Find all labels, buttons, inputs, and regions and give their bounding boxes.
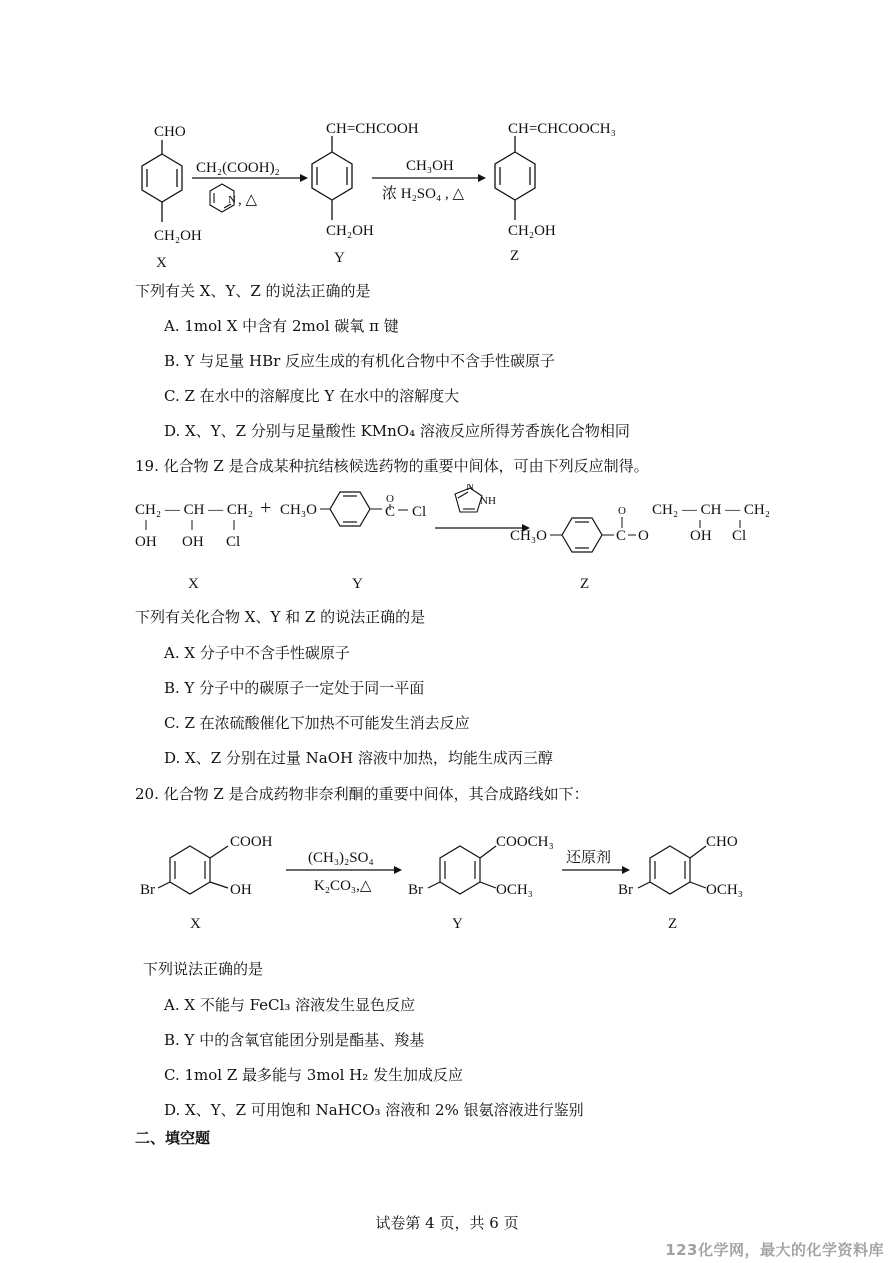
pyridine-n: N bbox=[228, 194, 236, 206]
x-ch2oh: CH₂OH bbox=[154, 228, 202, 244]
arrow1-reagent: CH₂(COOH)₂ bbox=[196, 160, 280, 176]
q19-x-oh1: OH bbox=[135, 534, 157, 550]
arrow2-condition: 浓 H₂SO₄ , △ bbox=[382, 186, 465, 202]
q19-z-c: C bbox=[616, 528, 627, 544]
q19-title: 19. 化合物 Z 是合成某种抗结核候选药物的重要中间体，可由下列反应制得。 bbox=[135, 457, 649, 475]
arrow1-condition: , △ bbox=[238, 192, 258, 208]
q18-option-a[interactable]: A. 1mol X 中含有 2mol 碳氧 π 键 bbox=[164, 317, 399, 335]
section-heading-fill-in: 二、填空题 bbox=[135, 1129, 211, 1147]
q20-z-cho: CHO bbox=[706, 834, 738, 850]
arrow2-head bbox=[478, 174, 486, 182]
q20-benzene-ring-y bbox=[428, 846, 496, 894]
q19-z-oh: OH bbox=[690, 528, 712, 544]
imidazole-n: N bbox=[466, 484, 474, 493]
q20-y-label: Y bbox=[452, 916, 463, 932]
q20-benzene-ring-x bbox=[158, 846, 228, 894]
q19-z-label: Z bbox=[580, 576, 590, 592]
q20-y-och3: OCH₃ bbox=[496, 882, 533, 898]
q19-x-cl: Cl bbox=[226, 534, 241, 550]
q20-arrow2-reagent: 还原剂 bbox=[566, 850, 612, 866]
q19-option-d[interactable]: D. X、Z 分别在过量 NaOH 溶液中加热，均能生成丙三醇 bbox=[164, 749, 553, 767]
q19-y-cl: Cl bbox=[412, 504, 427, 520]
q20-y-br: Br bbox=[408, 882, 423, 898]
q19-y-o: O bbox=[386, 493, 394, 505]
q19-x-label: X bbox=[188, 576, 199, 592]
page-footer: 试卷第 4 页，共 6 页 bbox=[375, 1214, 519, 1232]
q20-x-label: X bbox=[190, 916, 201, 932]
q18-stem: 下列有关 X、Y、Z 的说法正确的是 bbox=[135, 282, 371, 300]
q20-title: 20. 化合物 Z 是合成药物非奈利酮的重要中间体，其合成路线如下： bbox=[135, 785, 589, 803]
z-label: Z bbox=[510, 248, 520, 264]
reaction-scheme-18 bbox=[120, 112, 640, 272]
q20-option-c[interactable]: C. 1mol Z 最多能与 3mol H₂ 发生加成反应 bbox=[164, 1066, 464, 1084]
arrow1-head bbox=[300, 174, 308, 182]
q19-benzene-ring-y bbox=[330, 492, 370, 526]
reaction-scheme-20 bbox=[130, 826, 770, 936]
benzene-ring-y bbox=[312, 136, 352, 220]
q19-z-o2: O bbox=[638, 528, 649, 544]
z-ch2oh: CH₂OH bbox=[508, 223, 556, 239]
q19-z-chain: CH₂ — CH — CH₂ bbox=[652, 502, 770, 518]
q19-option-b[interactable]: B. Y 分子中的碳原子一定处于同一平面 bbox=[164, 679, 425, 697]
q19-y-ch3o: CH₃O bbox=[280, 502, 317, 518]
q20-option-a[interactable]: A. X 不能与 FeCl₃ 溶液发生显色反应 bbox=[164, 996, 416, 1014]
q19-option-c[interactable]: C. Z 在浓硫酸催化下加热不可能发生消去反应 bbox=[164, 714, 470, 732]
q20-z-och3: OCH₃ bbox=[706, 882, 743, 898]
q18-option-d[interactable]: D. X、Y、Z 分别与足量酸性 KMnO₄ 溶液反应所得芳香族化合物相同 bbox=[164, 422, 630, 440]
q20-x-br: Br bbox=[140, 882, 155, 898]
q20-y-cooch3: COOCH₃ bbox=[496, 834, 554, 850]
reaction-scheme-19 bbox=[130, 484, 770, 594]
q18-option-c[interactable]: C. Z 在水中的溶解度比 Y 在水中的溶解度大 bbox=[164, 387, 460, 405]
q20-x-oh: OH bbox=[230, 882, 252, 898]
y-label: Y bbox=[334, 250, 345, 266]
q20-option-b[interactable]: B. Y 中的含氧官能团分别是酯基、羧基 bbox=[164, 1031, 425, 1049]
q20-arrow2-head bbox=[622, 866, 630, 874]
q20-z-label: Z bbox=[668, 916, 678, 932]
q20-arrow1-reagent: (CH₃)₂SO₄ bbox=[308, 850, 374, 866]
x-label: X bbox=[156, 255, 167, 271]
q19-x-chain: CH₂ — CH — CH₂ bbox=[135, 502, 253, 518]
q20-z-br: Br bbox=[618, 882, 633, 898]
q20-arrow1-condition: K₂CO₃,△ bbox=[314, 878, 372, 894]
z-top: CH=CHCOOCH₃ bbox=[508, 121, 616, 137]
y-ch2oh: CH₂OH bbox=[326, 223, 374, 239]
benzene-ring-x bbox=[142, 140, 182, 222]
x-cho: CHO bbox=[154, 124, 186, 140]
q20-option-d[interactable]: D. X、Y、Z 可用饱和 NaHCO₃ 溶液和 2% 银氨溶液进行鉴别 bbox=[164, 1101, 584, 1119]
q19-stem: 下列有关化合物 X、Y 和 Z 的说法正确的是 bbox=[135, 608, 426, 626]
q20-x-cooh: COOH bbox=[230, 834, 273, 850]
y-top: CH=CHCOOH bbox=[326, 121, 419, 137]
q20-arrow1-head bbox=[394, 866, 402, 874]
q20-benzene-ring-z bbox=[638, 846, 706, 894]
benzene-ring-z bbox=[495, 136, 535, 220]
arrow2-reagent: CH₃OH bbox=[406, 158, 454, 174]
q19-z-o: O bbox=[618, 505, 626, 517]
q19-x-oh2: OH bbox=[182, 534, 204, 550]
q19-y-label: Y bbox=[352, 576, 363, 592]
q20-stem: 下列说法正确的是 bbox=[143, 960, 264, 978]
watermark: 123化学网，最大的化学资料库 bbox=[665, 1241, 884, 1259]
q19-z-ch3o: CH₃O bbox=[510, 528, 547, 544]
q19-option-a[interactable]: A. X 分子中不含手性碳原子 bbox=[164, 644, 350, 662]
q19-plus: + bbox=[260, 497, 272, 519]
q19-y-c: C bbox=[385, 504, 396, 520]
q18-option-b[interactable]: B. Y 与足量 HBr 反应生成的有机化合物中不含手性碳原子 bbox=[164, 352, 556, 370]
imidazole-nh: NH bbox=[480, 495, 496, 507]
q19-benzene-ring-z bbox=[562, 518, 602, 552]
q19-z-cl: Cl bbox=[732, 528, 747, 544]
